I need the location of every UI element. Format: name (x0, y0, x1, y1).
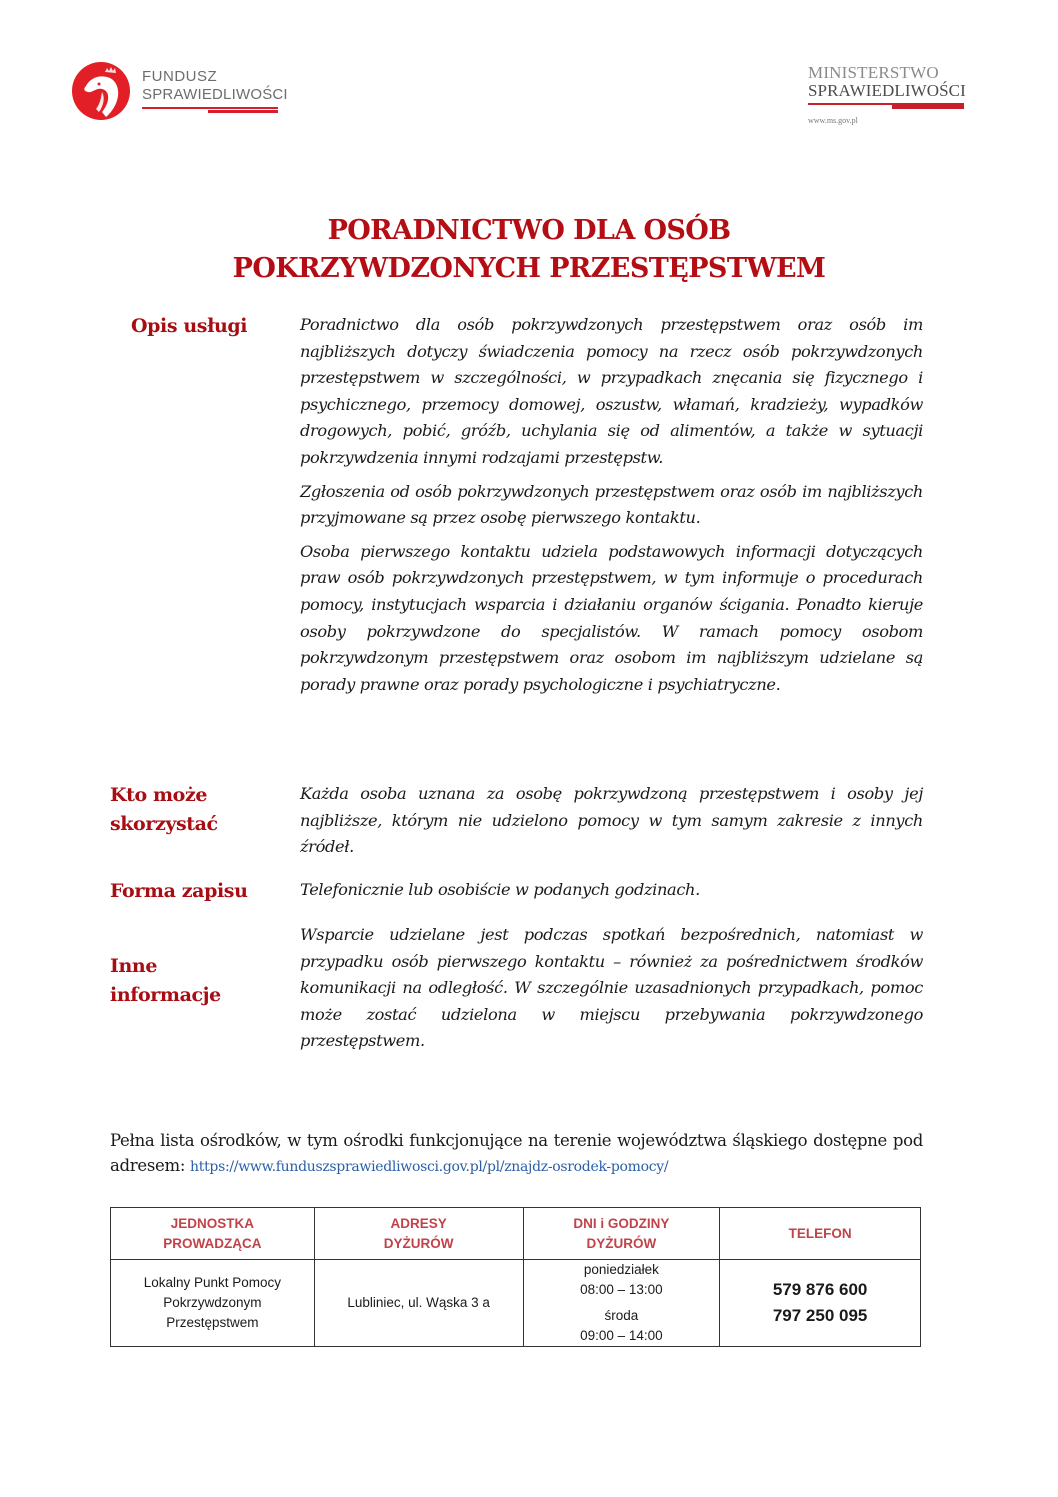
header-jednostka (111, 1208, 315, 1260)
schedule-day: środa (604, 1308, 639, 1323)
title-line-2: POKRZYWDZONYCH PRZESTĘPSTWEM (232, 253, 826, 284)
phone-number: 579 876 600 (772, 1280, 868, 1299)
cell-address: Lubliniec, ul. Wąska 3 a (314, 1260, 523, 1347)
paragraph: Telefonicznie lub osobiście w podanych godzinach. (300, 880, 700, 899)
page-title (0, 212, 1058, 288)
section-body (300, 781, 923, 868)
table-header-row (111, 1208, 921, 1260)
schedule-day: poniedziałek (583, 1262, 659, 1277)
header-line-1: JEDNOSTKA (170, 1215, 255, 1231)
table-row (111, 1260, 921, 1347)
schedule-hours: 09:00 – 14:00 (580, 1328, 663, 1343)
header-line-2: DYŻURÓW (586, 1235, 657, 1251)
header-line-1: DNI i GODZINY (573, 1215, 670, 1231)
header-dni-godziny (523, 1208, 720, 1260)
logo-sprawiedliwosci-text: SPRAWIEDLIWOŚCI (808, 81, 966, 100)
schedule-hours: 08:00 – 13:00 (580, 1282, 663, 1297)
paragraph: Wsparcie udzielane jest podczas spotkań bezpośrednich, natomiast w przypadku osób pierwszego kontaktu – również za pośrednictwem środków komunikacji na odległość. W szczególnie uzasadnionych przypadkach, pomoc może zostać udzielona w miejscu przebywania pokrzywdzonego przestępstwem. (300, 925, 923, 1051)
header-line-2: PROWADZĄCA (163, 1235, 262, 1251)
section-body (300, 312, 923, 705)
ministry-website-text: www.ms.gov.pl (808, 116, 858, 125)
footer-text: Pełna lista ośrodków, w tym ośrodki funkcjonujące na terenie województwa śląskiego dostępne pod adresem: (110, 1131, 923, 1175)
phone-number: 797 250 095 (772, 1306, 868, 1325)
flag-stripe-decoration (808, 103, 964, 109)
header-line-1: TELEFON (788, 1225, 852, 1241)
unit-line: Przestępstwem (166, 1315, 259, 1330)
paragraph: Poradnictwo dla osób pokrzywdzonych przestępstwem oraz osób im najbliższych dotyczy świadczenia pomocy na rzecz osób pokrzywdzonych przestępstwem w szczególności, w przypadkach znęcania się fizycznego i psychicznego, przemocy domowej, oszustw, włamań, kradzieży, wypadków drogowych, pobić, gróźb, uchylania się od alimentów, a także w sytuacji pokrzywdzenia innymi rodzajami przestępstw. (300, 315, 923, 467)
header-line-1: ADRESY (390, 1215, 447, 1231)
schedule-entry (530, 1260, 714, 1300)
footer-paragraph (110, 1128, 923, 1180)
help-centers-link[interactable]: https://www.funduszsprawiedliwosci.gov.pl/pl/znajdz-osrodek-pomocy/ (190, 1159, 669, 1175)
cell-schedule (523, 1260, 720, 1347)
cell-phone (720, 1260, 921, 1347)
section-label: Opis usługi (131, 315, 248, 337)
label-line-1: Inne (110, 955, 158, 977)
logo-sprawiedliwosci-text: SPRAWIEDLIWOŚCI (142, 86, 288, 103)
unit-line: Lokalny Punkt Pomocy (143, 1275, 282, 1290)
paragraph: Osoba pierwszego kontaktu udziela podstawowych informacji dotyczących praw osób pokrzywdzonych przestępstwem, w tym informuje o procedurach pomocy, instytucjach wsparcia i działaniu organów ścigania. Ponadto kieruje osoby pokrzywdzone do specjalistów. W ramach pomocy osobom pokrzywdzonym przestępstwem oraz osobom im najbliższym udzielane są porady prawne oraz porady psychologiczne i psychiatryczne. (300, 541, 923, 694)
flag-stripe-decoration (142, 107, 278, 113)
label-line-1: Kto może (110, 784, 208, 806)
header-telefon (720, 1208, 921, 1260)
eagle-emblem-icon (72, 62, 130, 120)
paragraph: Zgłoszenia od osób pokrzywdzonych przestępstwem oraz osób im najbliższych przyjmowane są przez osobę pierwszego kontaktu. (300, 481, 923, 528)
logo-ministerstwo-text: MINISTERSTWO (808, 63, 939, 82)
schedule-entry (530, 1306, 714, 1346)
title-line-1: PORADNICTWO DLA OSÓB (327, 215, 731, 246)
section-label (110, 781, 218, 839)
section-body (300, 877, 923, 911)
label-line-2: skorzystać (110, 813, 218, 835)
duty-schedule-table (110, 1207, 921, 1347)
fundusz-sprawiedliwosci-logo (72, 62, 288, 120)
label-line-2: informacje (110, 984, 221, 1006)
header-adresy (314, 1208, 523, 1260)
section-label: Forma zapisu (110, 880, 248, 902)
cell-unit (111, 1260, 315, 1347)
section-label (110, 952, 221, 1010)
section-body (300, 922, 923, 1062)
ministerstwo-sprawiedliwosci-logo (808, 64, 966, 125)
unit-line: Pokrzywdzonym (163, 1295, 262, 1310)
paragraph: Każda osoba uznana za osobę pokrzywdzoną przestępstwem i osoby jej najbliższe, którym nie udzielono pomocy w tym samym zakresie z innych źródeł. (300, 784, 923, 857)
logo-fundusz-text: FUNDUSZ (142, 68, 218, 85)
header-line-2: DYŻURÓW (383, 1235, 454, 1251)
